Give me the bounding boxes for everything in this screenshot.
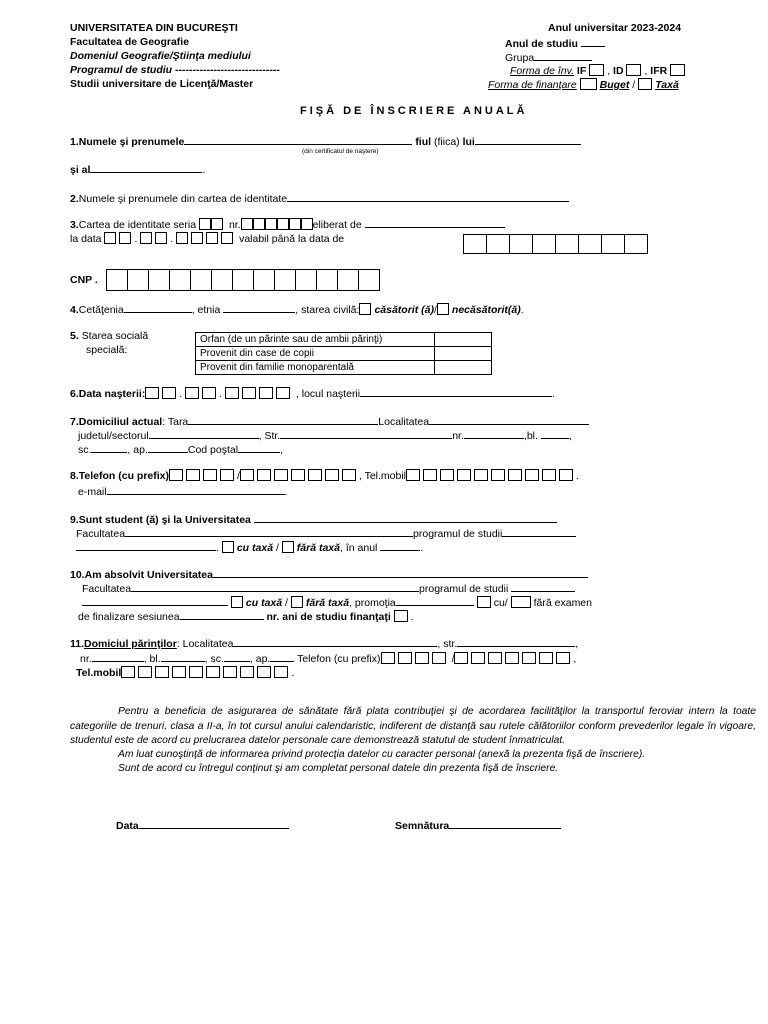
valid-until-label: valabil până la data de bbox=[239, 233, 345, 245]
session-label: de finalizare sesiunea bbox=[78, 611, 180, 623]
s4-num: 4. bbox=[70, 304, 79, 316]
issued-by-field[interactable] bbox=[365, 217, 505, 228]
ifr-checkbox[interactable] bbox=[670, 64, 685, 76]
locality-label: Localitatea bbox=[378, 416, 430, 428]
phone-box[interactable] bbox=[274, 469, 288, 481]
graduation-session-line: de finalizare sesiunea nr. ani de studiu finanţaţi . bbox=[78, 611, 414, 623]
graduated-with-fee-checkbox[interactable] bbox=[231, 596, 243, 608]
birth-date-label: Data naşterii: bbox=[78, 388, 146, 400]
birth-date-box[interactable] bbox=[259, 387, 273, 399]
promotion-label: , promoţia bbox=[349, 597, 396, 609]
section-8-phone: 8.Telefon (cu prefix) / , Tel.mobil . bbox=[70, 470, 579, 482]
graduated-faculty-field[interactable] bbox=[131, 581, 419, 592]
parents-phone-label: Telefon (cu prefix) bbox=[297, 653, 381, 665]
student-with-fee-checkbox[interactable] bbox=[222, 541, 234, 553]
graduated-no-fee-checkbox[interactable] bbox=[291, 596, 303, 608]
birth-date-box[interactable] bbox=[185, 387, 199, 399]
parents-nr-field[interactable] bbox=[92, 651, 144, 662]
studies-level: Studii universitare de Licenţă/Master bbox=[70, 78, 254, 90]
mother-label: şi al bbox=[70, 164, 91, 176]
mobile-box[interactable] bbox=[491, 469, 505, 481]
cnp-box[interactable] bbox=[169, 269, 191, 291]
parents-phone-box[interactable] bbox=[488, 652, 502, 664]
signature-field[interactable] bbox=[449, 818, 561, 829]
student-program-label: programul de studii bbox=[413, 528, 503, 540]
program-line bbox=[70, 64, 280, 77]
years-funded-label: nr. ani de studiu finanţaţi bbox=[266, 611, 391, 623]
student-no-fee-label: fără taxă bbox=[296, 542, 340, 554]
id-number-box[interactable] bbox=[289, 218, 301, 230]
valid-date-box[interactable] bbox=[601, 234, 625, 254]
parents-mobile-box[interactable] bbox=[240, 666, 254, 678]
cnp-box[interactable] bbox=[253, 269, 275, 291]
birthplace-label: , locul naşterii bbox=[295, 388, 361, 400]
parents-address-label: Domiciul părinţilor bbox=[84, 638, 177, 650]
birth-date-box[interactable] bbox=[225, 387, 239, 399]
graduated-faculty-line bbox=[82, 581, 575, 596]
phone-box[interactable] bbox=[203, 469, 217, 481]
parents-phone-box[interactable] bbox=[539, 652, 553, 664]
consent-paragraph: Sunt de acord cu întregul conţinut şi am completat personal datele din prezenta fişă de înscriere. bbox=[118, 763, 559, 774]
university-name: UNIVERSITATEA DIN BUCUREŞTI bbox=[70, 22, 238, 34]
social-status-label: Starea socială bbox=[81, 330, 149, 342]
section-2-id-name bbox=[70, 191, 569, 206]
social-status-table bbox=[195, 332, 492, 375]
student-university-label: Sunt student (ă) şi la Universitatea bbox=[78, 514, 251, 526]
county-label: judetul/sectorul bbox=[78, 430, 149, 442]
address-line-2: judetul/sectorul , Str. nr. ,bl. , bbox=[78, 430, 572, 442]
student-fee-line: . cu taxă / fără taxă, în anul . bbox=[76, 540, 423, 555]
social-status-label-2: specială: bbox=[86, 344, 128, 356]
address-line-3: sc. , ap. Cod poştal , bbox=[78, 444, 283, 456]
graduated-university-field[interactable] bbox=[213, 567, 588, 578]
id-checkbox[interactable] bbox=[626, 64, 641, 76]
student-university-field[interactable] bbox=[254, 512, 557, 523]
financing-label: Forma de finanţare bbox=[488, 79, 577, 91]
issue-date-box[interactable] bbox=[104, 232, 116, 244]
id-number-box[interactable] bbox=[301, 218, 313, 230]
valid-date-box[interactable] bbox=[509, 234, 533, 254]
section-11-parents: 11.Domiciul părinţilor: Localitatea , str. , bbox=[70, 638, 579, 650]
parents-phone-box[interactable] bbox=[398, 652, 412, 664]
cnp-label: CNP . bbox=[70, 274, 98, 286]
graduated-with-fee-label: cu taxă bbox=[245, 597, 283, 609]
parents-mobile-box[interactable] bbox=[257, 666, 271, 678]
series-box[interactable] bbox=[211, 218, 223, 230]
study-year-label: Anul de studiu bbox=[505, 38, 578, 50]
student-faculty-field[interactable] bbox=[125, 526, 413, 537]
civil-status-label: , starea civilă: bbox=[295, 304, 360, 316]
if-label: IF bbox=[576, 65, 587, 77]
cnp-box[interactable] bbox=[211, 269, 233, 291]
parents-mobile-box[interactable] bbox=[121, 666, 135, 678]
id-name-field[interactable] bbox=[287, 191, 569, 202]
parents-sc-label: , sc. bbox=[204, 653, 224, 665]
graduated-program-field-2[interactable] bbox=[82, 595, 228, 606]
series-box[interactable] bbox=[199, 218, 211, 230]
section-1-name bbox=[70, 134, 581, 149]
parents-mobile-box[interactable] bbox=[138, 666, 152, 678]
section-7-address bbox=[70, 414, 589, 429]
graduated-university-label: Am absolvit Universitatea bbox=[84, 569, 213, 581]
id-number-box[interactable] bbox=[241, 218, 253, 230]
cnp-box[interactable] bbox=[316, 269, 338, 291]
parents-phone-box[interactable] bbox=[471, 652, 485, 664]
mobile-box[interactable] bbox=[474, 469, 488, 481]
with-exam-label: cu/ bbox=[493, 597, 508, 609]
father-label: lui bbox=[462, 136, 475, 148]
parents-locality-label: : Localitatea bbox=[176, 638, 234, 650]
issued-by-label: eliberat de bbox=[312, 219, 362, 231]
address-label: Domiciliul actual bbox=[78, 416, 163, 428]
email-field[interactable] bbox=[107, 484, 285, 495]
id-number-box[interactable] bbox=[265, 218, 277, 230]
id-label: ID bbox=[613, 65, 624, 77]
taxa-label: Taxă bbox=[655, 79, 679, 91]
date-label: Data bbox=[116, 820, 139, 832]
parents-mobile-box[interactable] bbox=[155, 666, 169, 678]
parents-mobile-box[interactable] bbox=[206, 666, 220, 678]
section-9-student bbox=[70, 512, 557, 527]
email-label: e-mail bbox=[78, 486, 107, 498]
study-form-line: Forma de înv. IF , ID , IFR bbox=[510, 64, 688, 78]
bl-label: ,bl. bbox=[523, 430, 538, 442]
taxa-checkbox[interactable] bbox=[638, 78, 652, 90]
social-row-label: Provenit din case de copii bbox=[196, 347, 435, 361]
mobile-box[interactable] bbox=[406, 469, 420, 481]
s6-num: 6. bbox=[70, 388, 79, 400]
mother-line: şi al . bbox=[70, 164, 206, 176]
cnp-box[interactable] bbox=[295, 269, 317, 291]
issue-date-box[interactable] bbox=[176, 232, 188, 244]
cnp-line bbox=[70, 269, 379, 291]
group-label: Grupa bbox=[505, 52, 535, 64]
id-dates-line: la data . . valabil până la data de bbox=[70, 233, 345, 245]
form-title: FIŞĂ DE ÎNSCRIERE ANUALĂ bbox=[300, 105, 528, 117]
s5-num: 5. bbox=[70, 330, 79, 342]
mobile-box[interactable] bbox=[440, 469, 454, 481]
signature-line bbox=[395, 818, 561, 833]
birth-date-box[interactable] bbox=[242, 387, 256, 399]
student-with-fee-label: cu taxă bbox=[236, 542, 274, 554]
parents-ap-field[interactable] bbox=[270, 651, 294, 662]
citizenship-field[interactable] bbox=[124, 302, 192, 313]
birth-date-box[interactable] bbox=[202, 387, 216, 399]
date-field[interactable] bbox=[139, 818, 289, 829]
if-checkbox[interactable] bbox=[589, 64, 604, 76]
sc-field[interactable] bbox=[91, 442, 127, 453]
student-no-fee-checkbox[interactable] bbox=[282, 541, 294, 553]
student-faculty-label: Facultatea bbox=[76, 528, 126, 540]
section-3-id-card bbox=[70, 217, 505, 232]
phone-box[interactable] bbox=[186, 469, 200, 481]
buget-checkbox[interactable] bbox=[580, 78, 597, 90]
parents-phone-box[interactable] bbox=[454, 652, 468, 664]
parents-sc-field[interactable] bbox=[224, 651, 250, 662]
postal-label: Cod poştal bbox=[187, 444, 239, 456]
cnp-box[interactable] bbox=[190, 269, 212, 291]
graduated-faculty-label: Facultatea bbox=[82, 583, 132, 595]
s2-num: 2. bbox=[70, 193, 79, 205]
s10-num: 10. bbox=[70, 569, 85, 581]
student-fee-sep: / bbox=[275, 542, 279, 554]
issue-date-box[interactable] bbox=[206, 232, 218, 244]
signature-label: Semnătura bbox=[395, 820, 450, 832]
no-exam-label: fără examen bbox=[533, 597, 592, 609]
section-10-graduated bbox=[70, 567, 588, 582]
social-row-value[interactable] bbox=[435, 361, 492, 375]
valid-date-box[interactable] bbox=[463, 234, 487, 254]
postal-field[interactable] bbox=[238, 442, 280, 453]
domain-name: Domeniul Geografie/Ştiinţa mediului bbox=[70, 50, 251, 62]
cnp-box[interactable] bbox=[148, 269, 170, 291]
student-faculty-line bbox=[76, 526, 576, 541]
birthplace-field[interactable] bbox=[360, 386, 552, 397]
ap-field[interactable] bbox=[148, 442, 188, 453]
cnp-box[interactable] bbox=[358, 269, 380, 291]
street-field[interactable] bbox=[280, 428, 452, 439]
group-field[interactable] bbox=[534, 50, 592, 61]
mobile-box[interactable] bbox=[559, 469, 573, 481]
social-row-value[interactable] bbox=[435, 347, 492, 361]
valid-until-boxes bbox=[463, 234, 647, 254]
study-form-label: Forma de înv. bbox=[510, 65, 574, 77]
full-name-field[interactable] bbox=[184, 134, 412, 145]
student-program-field-2[interactable] bbox=[76, 540, 216, 551]
civil-sep: / bbox=[433, 304, 437, 316]
section-5-social bbox=[70, 330, 148, 343]
parents-phone-slash: / bbox=[451, 653, 455, 665]
parents-locality-field[interactable] bbox=[233, 636, 437, 647]
phone-box[interactable] bbox=[257, 469, 271, 481]
s11-num: 11. bbox=[70, 638, 85, 650]
s7-num: 7. bbox=[70, 416, 79, 428]
social-row-value[interactable] bbox=[435, 333, 492, 347]
valid-date-box[interactable] bbox=[578, 234, 602, 254]
parents-phone-box[interactable] bbox=[381, 652, 395, 664]
valid-date-box[interactable] bbox=[624, 234, 648, 254]
parents-mobile-label: Tel.mobil bbox=[76, 667, 122, 679]
ap-label: , ap. bbox=[127, 444, 148, 456]
mobile-box[interactable] bbox=[508, 469, 522, 481]
cnp-box[interactable] bbox=[337, 269, 359, 291]
s3-label: Cartea de identitate seria bbox=[78, 219, 197, 231]
birth-date-box[interactable] bbox=[145, 387, 159, 399]
id-number-box[interactable] bbox=[253, 218, 265, 230]
cnp-box[interactable] bbox=[127, 269, 149, 291]
date-line bbox=[116, 818, 289, 833]
parents-bl-label: , bl. bbox=[143, 653, 161, 665]
table-row bbox=[196, 333, 492, 347]
unmarried-checkbox[interactable] bbox=[437, 303, 449, 315]
issue-date-box[interactable] bbox=[191, 232, 203, 244]
married-label: căsătorit (ă) bbox=[374, 304, 434, 316]
social-row-label: Provenit din familie monoparentală bbox=[196, 361, 435, 375]
graduated-program-field[interactable] bbox=[511, 581, 575, 592]
phone-box[interactable] bbox=[291, 469, 305, 481]
parents-line-2: nr. , bl. , sc. , ap. Telefon (cu prefix) / , bbox=[80, 653, 577, 665]
years-funded-box[interactable] bbox=[394, 610, 408, 622]
married-checkbox[interactable] bbox=[359, 303, 371, 315]
ethnicity-label: , etnia bbox=[191, 304, 221, 316]
parents-phone-box[interactable] bbox=[522, 652, 536, 664]
country-label: : Tara bbox=[162, 416, 189, 428]
section-6-birth: 6.Data naşterii: . . , locul naşterii . bbox=[70, 388, 556, 400]
mother-name-field[interactable] bbox=[90, 162, 202, 173]
county-field[interactable] bbox=[149, 428, 259, 439]
mobile-label: Tel.mobil bbox=[364, 470, 407, 482]
graduated-fee-sep: / bbox=[285, 597, 288, 609]
valid-date-box[interactable] bbox=[486, 234, 510, 254]
parents-mobile-line: Tel.mobil . bbox=[76, 667, 295, 679]
bl-field[interactable] bbox=[541, 428, 569, 439]
valid-date-box[interactable] bbox=[532, 234, 556, 254]
data-protection-paragraph: Am luat cunoştinţă de informarea privind protecţia datelor cu caracter personal (anexă la prezenta fişă de înscriere). bbox=[118, 749, 646, 760]
issue-date-box[interactable] bbox=[119, 232, 131, 244]
graduated-fee-line bbox=[82, 595, 592, 610]
s1-num: 1. bbox=[70, 136, 79, 148]
sc-label: sc. bbox=[78, 444, 92, 456]
parents-bl-field[interactable] bbox=[161, 651, 205, 662]
parents-street-field[interactable] bbox=[457, 636, 575, 647]
s2-label: Numele şi prenumele din cartea de identitate bbox=[78, 193, 288, 205]
s3-num: 3. bbox=[70, 219, 79, 231]
student-year-label: , în anul bbox=[340, 542, 378, 554]
phone-box[interactable] bbox=[240, 469, 254, 481]
table-row bbox=[196, 361, 492, 375]
birth-date-box[interactable] bbox=[162, 387, 176, 399]
phone-box[interactable] bbox=[342, 469, 356, 481]
issue-date-box[interactable] bbox=[155, 232, 167, 244]
parents-nr-label: nr. bbox=[80, 653, 92, 665]
street-label: , Str. bbox=[258, 430, 281, 442]
issue-date-box[interactable] bbox=[221, 232, 233, 244]
parents-ap-label: , ap. bbox=[249, 653, 271, 665]
buget-label: Buget bbox=[599, 79, 630, 91]
health-insurance-paragraph: Pentru a beneficia de asigurarea de sănătate fără plata contribuţiei şi de acordarea facilităţilor la transportul feroviar intern la toate categoriile de trenuri, clasa a II-a, în tot cursul anului calendaristic, indiferent de distanţă sau rutele călătoriilor conform prevederilor legale în vigoare, studentul este de acord cu prelucrarea datelor personale care demonstrează statutul de student înmatriculat. bbox=[70, 706, 756, 746]
student-year-field[interactable] bbox=[380, 540, 420, 551]
study-year-line bbox=[505, 36, 605, 51]
no-exam-checkbox[interactable] bbox=[511, 596, 531, 608]
email-line: e-mail . bbox=[78, 486, 288, 498]
section-4-citizenship: 4.Cetăţenia , etnia , starea civilă: căsătorit (ă)/ necăsătorit(ă). bbox=[70, 304, 524, 316]
parents-phone-box[interactable] bbox=[556, 652, 570, 664]
son-label: fiul bbox=[415, 136, 432, 148]
cnp-box[interactable] bbox=[232, 269, 254, 291]
mobile-box[interactable] bbox=[542, 469, 556, 481]
cnp-box[interactable] bbox=[106, 269, 128, 291]
nr-label: nr. bbox=[228, 219, 241, 231]
graduated-program-label: programul de studii bbox=[419, 583, 509, 595]
ifr-label: IFR bbox=[650, 65, 668, 77]
s8-num: 8. bbox=[70, 470, 79, 482]
phone-label: Telefon (cu prefix) bbox=[78, 470, 169, 482]
phone-box[interactable] bbox=[308, 469, 322, 481]
phone-box[interactable] bbox=[220, 469, 234, 481]
phone-box[interactable] bbox=[169, 469, 183, 481]
birth-date-box[interactable] bbox=[276, 387, 290, 399]
street-nr-label: nr. bbox=[452, 430, 464, 442]
financing-line: Forma de finanţare Buget / Taxă bbox=[488, 79, 679, 91]
issue-date-box[interactable] bbox=[140, 232, 152, 244]
graduated-no-fee-label: fără taxă bbox=[305, 597, 350, 609]
father-name-field[interactable] bbox=[475, 134, 581, 145]
parents-mobile-box[interactable] bbox=[274, 666, 288, 678]
social-row-label: Orfan (de un părinte sau de ambii părinţi) bbox=[196, 333, 435, 347]
s1-label: Numele şi prenumele bbox=[78, 136, 185, 148]
program-label: Programul de studiu bbox=[70, 64, 173, 76]
id-number-box[interactable] bbox=[277, 218, 289, 230]
parents-phone-box[interactable] bbox=[415, 652, 429, 664]
parents-phone-box[interactable] bbox=[505, 652, 519, 664]
promotion-field[interactable] bbox=[396, 595, 474, 606]
parents-mobile-box[interactable] bbox=[172, 666, 186, 678]
session-field[interactable] bbox=[180, 609, 264, 620]
mobile-box[interactable] bbox=[525, 469, 539, 481]
program-blank[interactable]: ------------------------------ bbox=[175, 64, 280, 76]
phone-box[interactable] bbox=[325, 469, 339, 481]
with-exam-checkbox[interactable] bbox=[477, 596, 491, 608]
ethnicity-field[interactable] bbox=[223, 302, 295, 313]
phone-slash: / bbox=[237, 470, 240, 482]
mobile-box[interactable] bbox=[457, 469, 471, 481]
valid-date-box[interactable] bbox=[555, 234, 579, 254]
study-year-field[interactable] bbox=[581, 36, 605, 47]
student-program-field[interactable] bbox=[502, 526, 576, 537]
issue-date-label: la data bbox=[70, 233, 102, 245]
parents-phone-box[interactable] bbox=[432, 652, 446, 664]
cnp-box[interactable] bbox=[274, 269, 296, 291]
birth-certificate-note: (din certificatul de naştere) bbox=[302, 148, 379, 155]
unmarried-label: necăsătorit(ă) bbox=[451, 304, 521, 316]
street-nr-field[interactable] bbox=[464, 428, 524, 439]
s9-num: 9. bbox=[70, 514, 79, 526]
citizenship-label: Cetăţenia bbox=[78, 304, 124, 316]
parents-street-label: , str. bbox=[437, 638, 458, 650]
parents-mobile-box[interactable] bbox=[223, 666, 237, 678]
academic-year: Anul universitar 2023-2024 bbox=[548, 22, 682, 34]
faculty-name: Facultatea de Geografie bbox=[70, 36, 190, 48]
country-field[interactable] bbox=[188, 414, 378, 425]
table-row bbox=[196, 347, 492, 361]
locality-field[interactable] bbox=[429, 414, 589, 425]
group-line bbox=[505, 50, 592, 65]
mobile-box[interactable] bbox=[423, 469, 437, 481]
parents-mobile-box[interactable] bbox=[189, 666, 203, 678]
son-paren: (fiica) bbox=[433, 136, 460, 148]
